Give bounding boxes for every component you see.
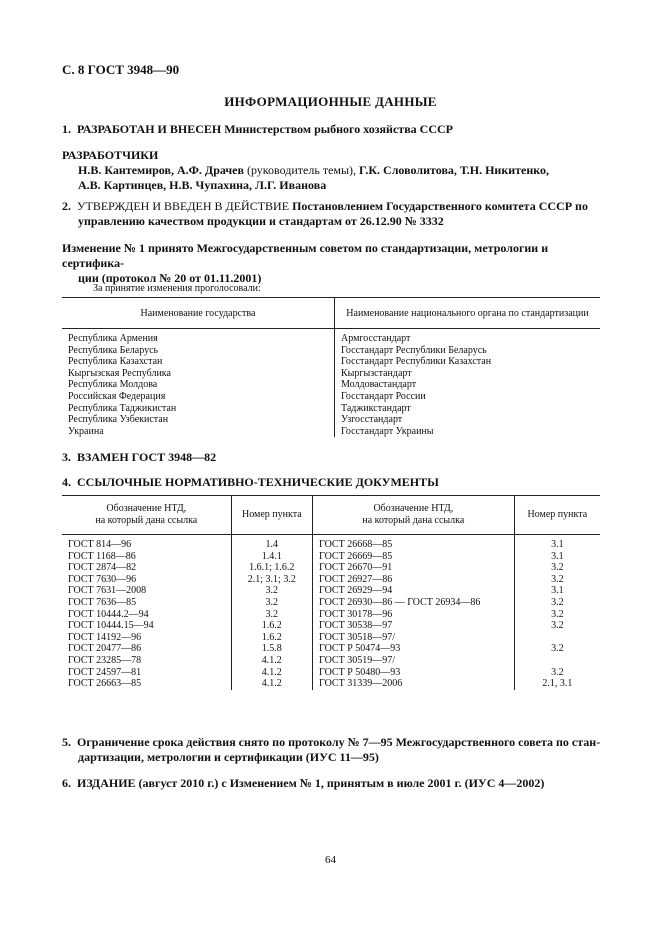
table-row <box>62 632 600 644</box>
ref-item <box>514 632 600 644</box>
ref-header-doc-left: Обозначение НТД, на который дана ссылка <box>62 496 231 535</box>
ref-doc: ГОСТ 30538—97 <box>313 620 515 632</box>
state-name: Республика Казахстан <box>62 356 335 368</box>
table-row <box>62 426 600 438</box>
state-name: Российская Федерация <box>62 391 335 403</box>
ref-doc: ГОСТ 7631—2008 <box>62 585 231 597</box>
state-name: Республика Таджикистан <box>62 403 335 415</box>
developers-line-2: А.В. Картинцев, Н.В. Чупахина, Л.Г. Иванова <box>78 178 327 192</box>
standards-body: Госстандарт Украины <box>341 425 434 437</box>
table-row <box>62 678 600 690</box>
standards-body: Госстандарт Республики Казахстан <box>341 356 492 368</box>
ref-item: 1.4 <box>231 535 312 551</box>
ref-doc: ГОСТ 26670—91 <box>313 562 515 574</box>
table-row <box>62 345 600 357</box>
ref-doc: ГОСТ 20477—86 <box>62 643 231 655</box>
standards-body: Армгосстандарт <box>341 333 411 344</box>
ref-item: 3.2 <box>551 596 564 608</box>
ref-header-item-right: Номер пункта <box>514 496 600 535</box>
standards-body: Госстандарт России <box>341 390 426 402</box>
ref-item: 3.1 <box>551 539 564 550</box>
ref-item: 3.1 <box>551 550 564 562</box>
voting-table-header-body: Наименование национального органа по стандартизации <box>335 298 601 329</box>
ref-doc: ГОСТ 26663—85 <box>62 678 231 690</box>
ref-item: 3.2 <box>551 643 564 655</box>
table-row <box>62 643 600 655</box>
developers-block <box>62 148 601 193</box>
ref-item: 4.1.2 <box>231 655 312 667</box>
ref-item: 1.6.2 <box>231 620 312 632</box>
table-row <box>62 585 600 597</box>
ref-doc: ГОСТ 23285—78 <box>62 655 231 667</box>
ref-doc: ГОСТ Р 50480—93 <box>313 667 515 679</box>
ref-doc: ГОСТ 30518—97/ <box>313 632 515 644</box>
vote-caption: За принятие изменения проголосовали: <box>93 283 261 294</box>
table-row <box>62 551 600 563</box>
state-name: Республика Молдова <box>62 379 335 391</box>
table-row <box>62 329 600 345</box>
developers-heading: РАЗРАБОТЧИКИ <box>62 148 159 162</box>
section-4: 4. ССЫЛОЧНЫЕ НОРМАТИВНО-ТЕХНИЧЕСКИЕ ДОКУМЕНТЫ <box>62 475 439 489</box>
ref-doc: ГОСТ 24597—81 <box>62 667 231 679</box>
page-header: С. 8 ГОСТ 3948—90 <box>62 62 180 77</box>
ref-item: 4.1.2 <box>231 667 312 679</box>
table-row <box>62 574 600 586</box>
voting-table-header-state: Наименование государства <box>62 298 335 329</box>
state-name: Кыргызская Республика <box>62 368 335 380</box>
section-2: 2. УТВЕРЖДЕН И ВВЕДЕН В ДЕЙСТВИЕ Постановлением Государственного комитета СССР по управлению качеством продукции и стандартам от 26.12.90 № 3332 <box>62 199 588 228</box>
ref-doc: ГОСТ 30178—96 <box>313 609 515 621</box>
state-name: Республика Беларусь <box>62 345 335 357</box>
standards-body: Узгосстандарт <box>341 414 403 426</box>
ref-doc: ГОСТ 26669—85 <box>313 551 515 563</box>
ref-doc: ГОСТ 26930—86 — ГОСТ 26934—86 <box>313 597 515 609</box>
ref-doc: ГОСТ 10444.15—94 <box>62 620 231 632</box>
table-row <box>62 609 600 621</box>
ref-doc: ГОСТ Р 50474—93 <box>313 643 515 655</box>
state-name: Республика Узбекистан <box>62 414 335 426</box>
table-row <box>62 379 600 391</box>
ref-doc: ГОСТ 14192—96 <box>62 632 231 644</box>
ref-doc: ГОСТ 26668—85 <box>313 535 515 551</box>
page-title: ИНФОРМАЦИОННЫЕ ДАННЫЕ <box>224 94 437 109</box>
ref-item: 3.1 <box>551 585 564 597</box>
standards-body: Таджикстандарт <box>341 402 411 414</box>
ref-doc: ГОСТ 26927—86 <box>313 574 515 586</box>
state-name: Республика Армения <box>62 329 335 345</box>
ref-doc: ГОСТ 31339—2006 <box>313 678 515 690</box>
ref-item: 3.2 <box>231 585 312 597</box>
ref-header-item-left: Номер пункта <box>231 496 312 535</box>
ref-item: 3.2 <box>551 573 564 585</box>
ref-item: 3.2 <box>551 562 564 574</box>
table-row <box>62 391 600 403</box>
ref-item <box>514 655 600 667</box>
ref-header-doc-right: Обозначение НТД, на который дана ссылка <box>313 496 515 535</box>
ref-item: 2.1, 3.1 <box>542 678 573 690</box>
ref-item: 3.2 <box>231 609 312 621</box>
ref-doc: ГОСТ 26929—94 <box>313 585 515 597</box>
standards-body: Кыргызстандарт <box>341 367 412 379</box>
ref-item: 1.6.1; 1.6.2 <box>231 562 312 574</box>
ref-doc: ГОСТ 814—96 <box>62 535 231 551</box>
ref-item: 1.4.1 <box>231 551 312 563</box>
table-row <box>62 403 600 415</box>
state-name: Украина <box>62 426 335 438</box>
table-row <box>62 597 600 609</box>
ref-doc: ГОСТ 30519—97/ <box>313 655 515 667</box>
standards-body: Молдовастандарт <box>341 379 417 391</box>
table-row <box>62 368 600 380</box>
references-table <box>62 495 600 690</box>
ref-item: 4.1.2 <box>231 678 312 690</box>
ref-doc: ГОСТ 2874—82 <box>62 562 231 574</box>
developers-line-1: Н.В. Кантемиров, А.Ф. Драчев (руководитель темы), Г.К. Словолитова, Т.Н. Никитенко, <box>78 163 550 177</box>
ref-doc: ГОСТ 7636—85 <box>62 597 231 609</box>
section-3: 3. ВЗАМЕН ГОСТ 3948—82 <box>62 450 217 464</box>
ref-doc: ГОСТ 1168—86 <box>62 551 231 563</box>
amendment-note: Изменение № 1 принято Межгосударственным советом по стандартизации, метрологии и сертифика- ции (протокол № 20 от 01.11.2001) <box>62 241 549 285</box>
standards-body: Госстандарт Республики Беларусь <box>341 344 487 356</box>
table-row <box>62 655 600 667</box>
ref-item: 3.2 <box>551 620 564 632</box>
voting-table <box>62 297 600 437</box>
ref-item: 3.2 <box>551 666 564 678</box>
ref-item: 3.2 <box>231 597 312 609</box>
table-row <box>62 535 600 551</box>
ref-item: 3.2 <box>551 608 564 620</box>
ref-doc: ГОСТ 10444.2—94 <box>62 609 231 621</box>
section-5: 5. Ограничение срока действия снято по протоколу № 7—95 Межгосударственного совета по стан- дартизации, метрологии и сертификации (ИУС 11—95) <box>62 735 601 764</box>
table-row <box>62 562 600 574</box>
section-6: 6. ИЗДАНИЕ (август 2010 г.) с Изменением № 1, принятым в июле 2001 г. (ИУС 4—2002) <box>62 776 545 790</box>
table-row <box>62 620 600 632</box>
table-row <box>62 356 600 368</box>
ref-item: 2.1; 3.1; 3.2 <box>231 574 312 586</box>
ref-item: 1.6.2 <box>231 632 312 644</box>
ref-item: 1.5.8 <box>231 643 312 655</box>
table-row <box>62 414 600 426</box>
ref-doc: ГОСТ 7630—96 <box>62 574 231 586</box>
section-1: 1. РАЗРАБОТАН И ВНЕСЕН Министерством рыбного хозяйства СССР <box>62 122 453 136</box>
table-row <box>62 667 600 679</box>
page-number: 64 <box>325 854 336 866</box>
